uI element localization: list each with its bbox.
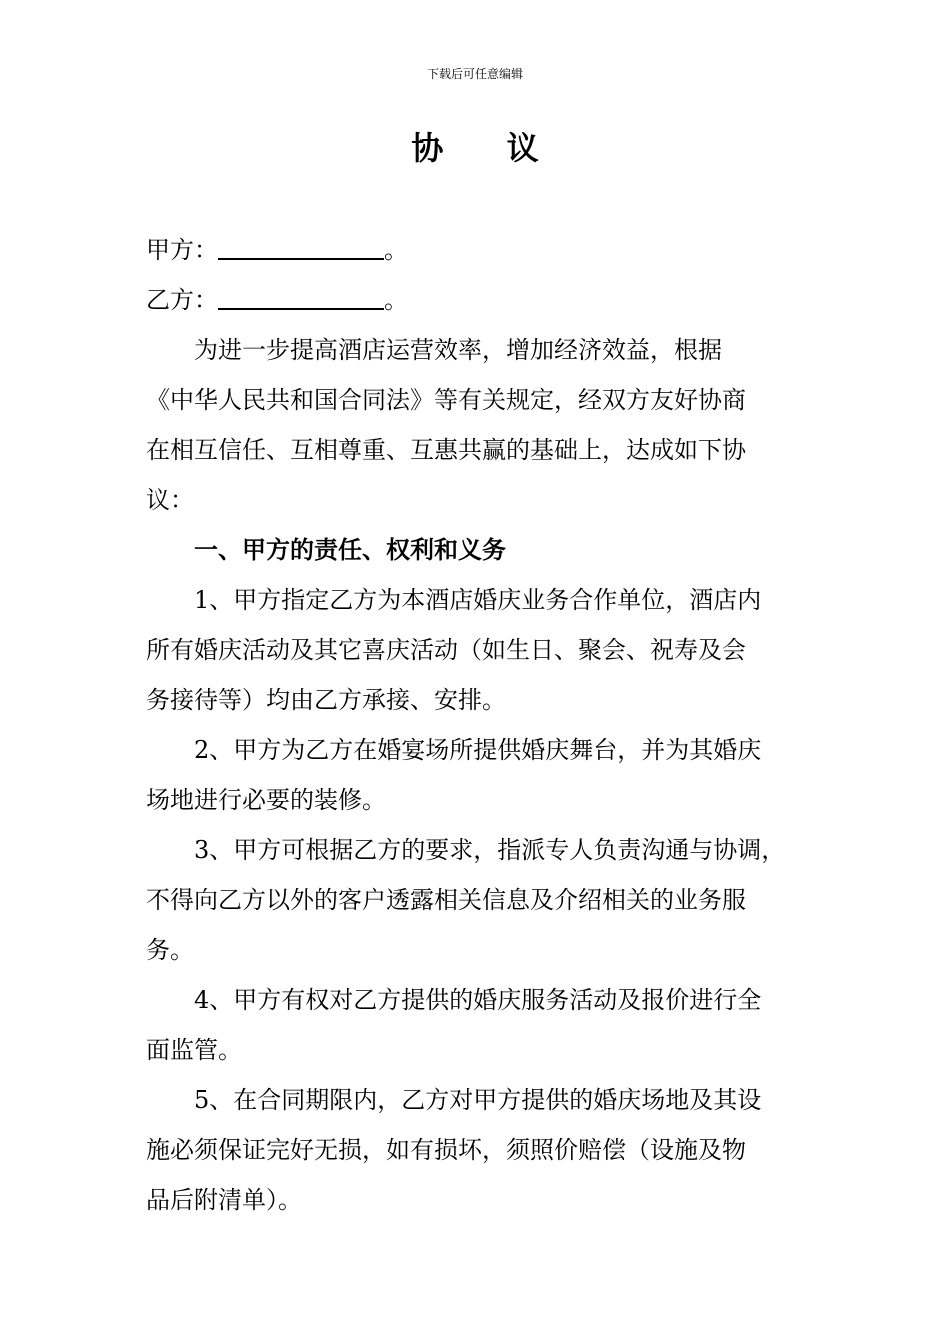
document-body [146,225,812,1225]
party-a-label: 甲方： [146,236,218,264]
clause-3-line-1: 3、甲方可根据乙方的要求，指派专人负责沟通与协调， [194,836,786,864]
party-a-end: 。 [384,236,408,264]
party-b-blank [218,282,384,310]
document-title: 协 议 [411,129,565,167]
party-a-line [146,225,812,275]
intro-line-1: 为进一步提高酒店运营效率，增加经济效益，根据 [194,336,722,364]
clause-1-line-1: 1、甲方指定乙方为本酒店婚庆业务合作单位，酒店内 [194,586,762,614]
clause-5 [146,1075,812,1225]
intro-line-4: 议： [146,486,194,514]
party-b-line [146,275,812,325]
clause-5-line-2: 施必须保证完好无损，如有损坏，须照价赔偿（设施及物 [146,1136,746,1164]
clause-2-line-1: 2、甲方为乙方在婚宴场所提供婚庆舞台，并为其婚庆 [194,736,762,764]
party-b-label: 乙方： [146,286,218,314]
clause-3 [146,825,812,975]
clause-2-line-2: 场地进行必要的装修。 [146,786,386,814]
header-note: 下载后可任意编辑 [426,67,523,81]
clause-4-line-1: 4、甲方有权对乙方提供的婚庆服务活动及报价进行全 [194,986,762,1014]
intro-paragraph [146,325,812,525]
intro-line-2: 《中华人民共和国合同法》等有关规定，经双方友好协商 [146,386,746,414]
clause-5-line-1: 5、在合同期限内，乙方对甲方提供的婚庆场地及其设 [194,1086,762,1114]
clause-3-line-2: 不得向乙方以外的客户透露相关信息及介绍相关的业务服 [146,886,746,914]
clause-4 [146,975,812,1075]
clause-5-line-3: 品后附清单）。 [146,1186,302,1214]
section-1-heading: 一、甲方的责任、权利和义务 [194,535,506,564]
clause-1-line-3: 务接待等）均由乙方承接、安排。 [146,686,506,714]
clause-4-line-2: 面监管。 [146,1036,242,1064]
clause-3-line-3: 务。 [146,936,194,964]
party-b-end: 。 [384,286,408,314]
party-a-blank [218,232,384,260]
clause-1 [146,575,812,725]
clause-2 [146,725,812,825]
intro-line-3: 在相互信任、互相尊重、互惠共赢的基础上，达成如下协 [146,436,746,464]
clause-1-line-2: 所有婚庆活动及其它喜庆活动（如生日、聚会、祝寿及会 [146,636,746,664]
